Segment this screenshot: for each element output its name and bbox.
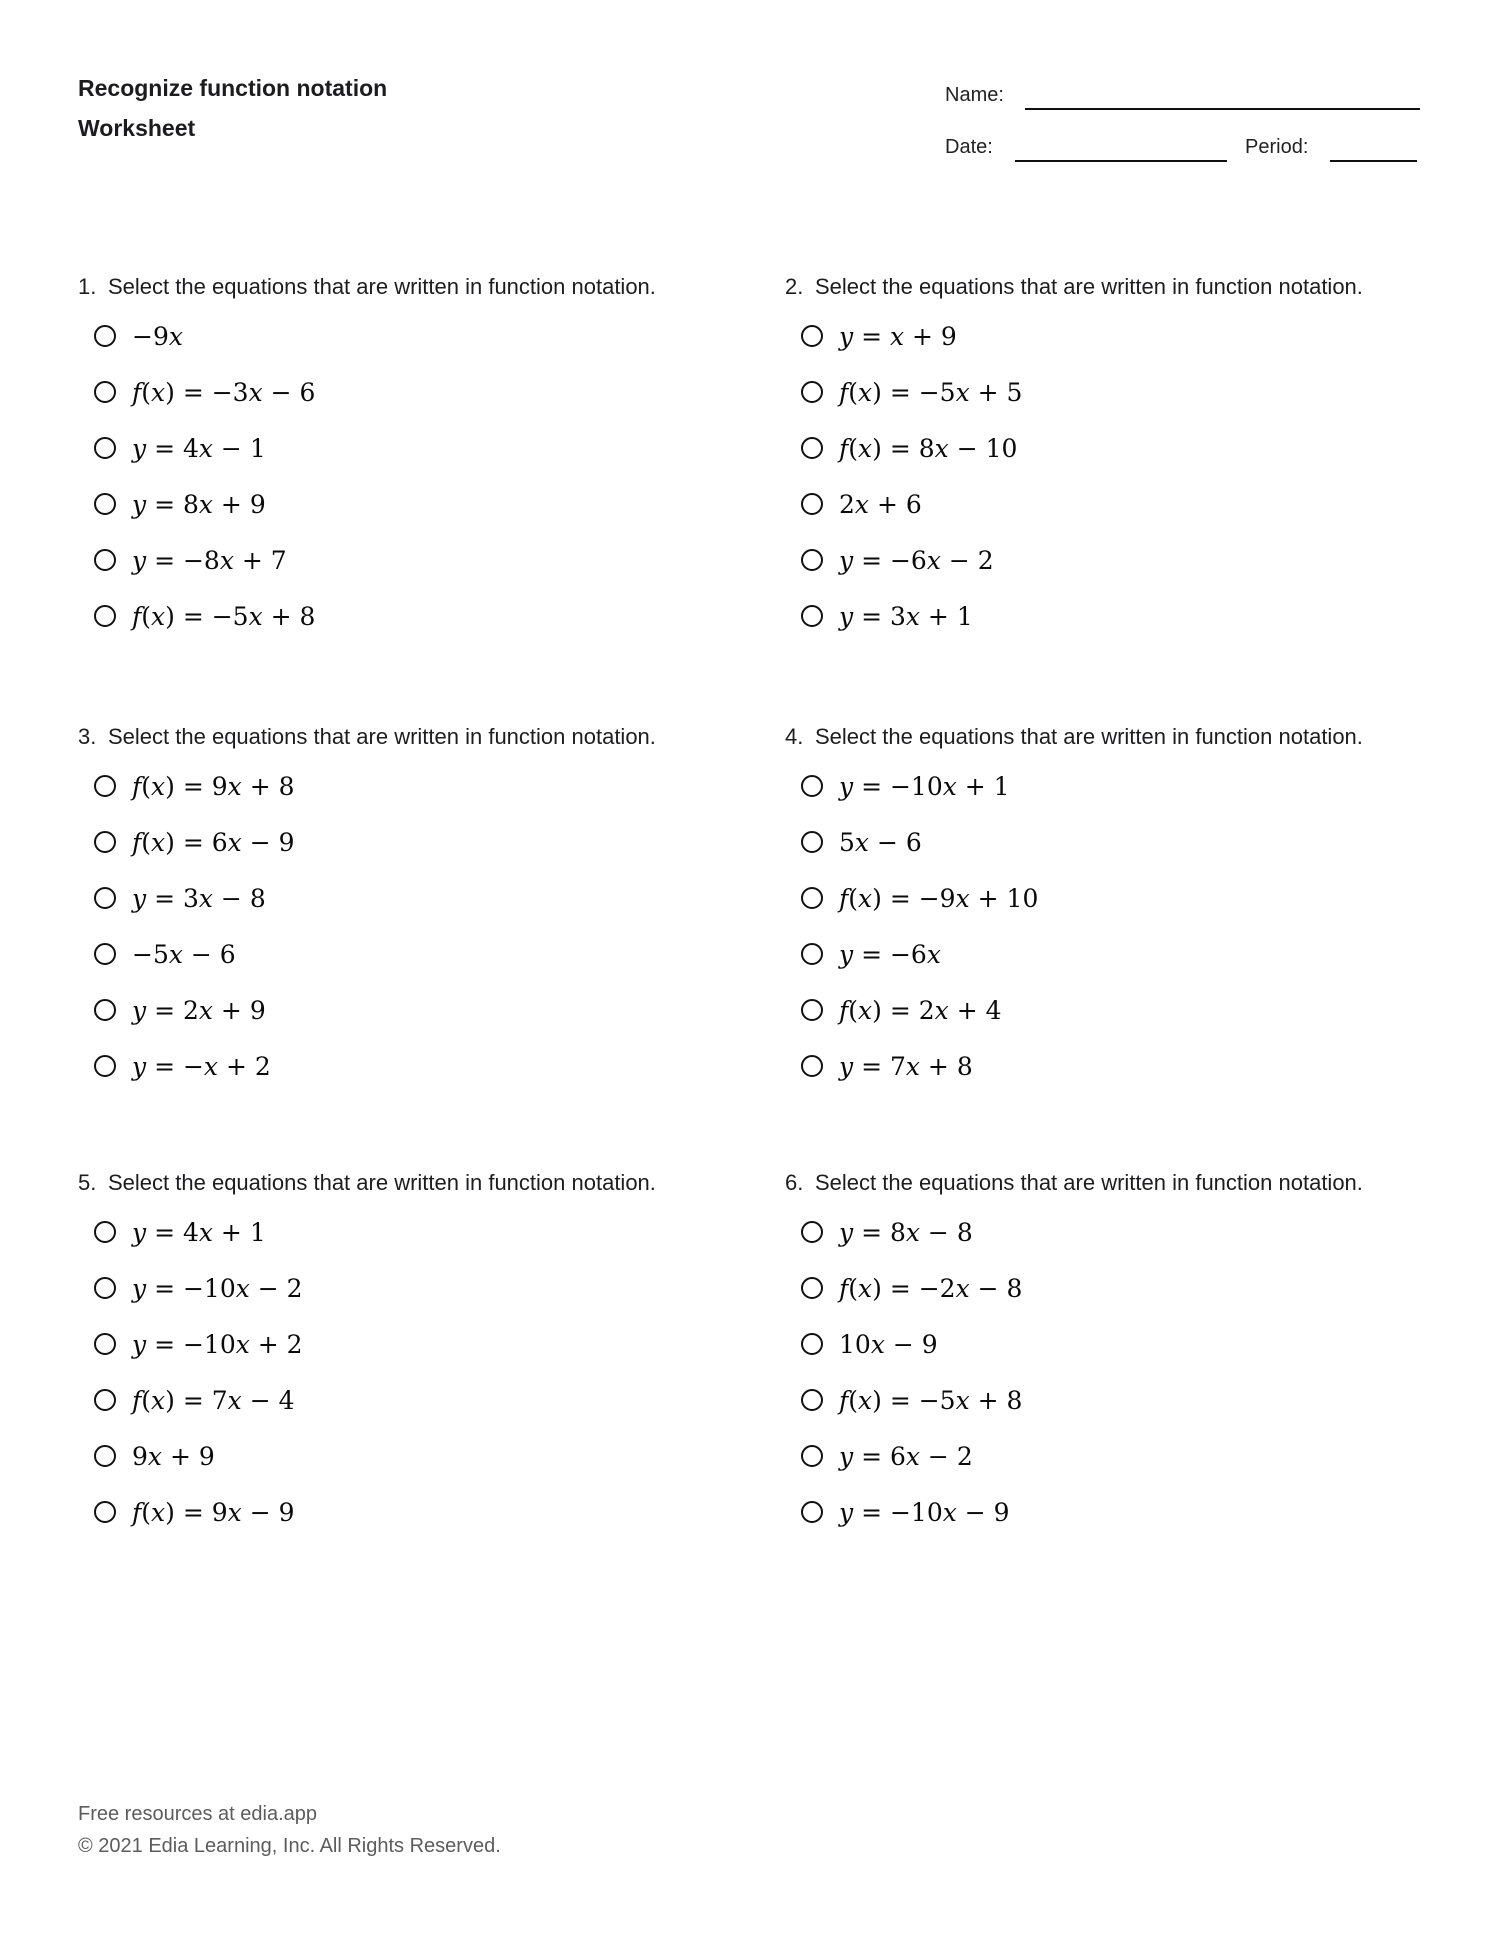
period-blank-line bbox=[1330, 160, 1417, 162]
worksheet-title bbox=[78, 68, 387, 148]
option-equation: f(x) = −5x + 8 bbox=[132, 601, 316, 631]
option-equation: y = −8x + 7 bbox=[132, 545, 287, 575]
option-row[interactable] bbox=[78, 1316, 718, 1372]
option-row[interactable] bbox=[785, 364, 1425, 420]
radio-button-icon[interactable] bbox=[94, 437, 116, 459]
question-prompt-text: Select the equations that are written in function notation. bbox=[108, 724, 656, 749]
option-equation: 9x + 9 bbox=[132, 1441, 215, 1471]
option-equation: f(x) = −5x + 5 bbox=[839, 377, 1023, 407]
question-number: 3. bbox=[78, 724, 97, 749]
radio-button-icon[interactable] bbox=[801, 943, 823, 965]
option-row[interactable] bbox=[785, 1260, 1425, 1316]
radio-button-icon[interactable] bbox=[801, 493, 823, 515]
option-row[interactable] bbox=[78, 1484, 718, 1540]
question-number: 4. bbox=[785, 724, 804, 749]
radio-button-icon[interactable] bbox=[94, 381, 116, 403]
radio-button-icon[interactable] bbox=[801, 325, 823, 347]
worksheet-title-line1: Recognize function notation bbox=[78, 75, 388, 101]
radio-button-icon[interactable] bbox=[801, 1277, 823, 1299]
option-row[interactable] bbox=[785, 1204, 1425, 1260]
question-number: 2. bbox=[785, 274, 804, 299]
option-equation: y = 8x − 8 bbox=[839, 1217, 973, 1247]
date-blank-line bbox=[1015, 160, 1227, 162]
option-row[interactable] bbox=[78, 476, 718, 532]
option-equation: 10x − 9 bbox=[839, 1329, 938, 1359]
option-equation: y = −10x − 9 bbox=[839, 1497, 1010, 1527]
option-equation: 2x + 6 bbox=[839, 489, 922, 519]
option-equation: f(x) = 9x − 9 bbox=[132, 1497, 295, 1527]
option-equation: −5x − 6 bbox=[132, 939, 236, 969]
radio-button-icon[interactable] bbox=[94, 1221, 116, 1243]
option-row[interactable] bbox=[78, 1204, 718, 1260]
option-row[interactable] bbox=[78, 588, 718, 644]
radio-button-icon[interactable] bbox=[94, 1333, 116, 1355]
radio-button-icon[interactable] bbox=[801, 887, 823, 909]
date-label: Date: bbox=[945, 136, 993, 158]
page-footer bbox=[78, 1798, 501, 1862]
option-row[interactable] bbox=[78, 758, 718, 814]
option-equation: f(x) = 7x − 4 bbox=[132, 1385, 295, 1415]
radio-button-icon[interactable] bbox=[801, 831, 823, 853]
footer-copyright-text: © 2021 Edia Learning, Inc. All Rights Reserved. bbox=[78, 1835, 501, 1857]
option-equation: y = 2x + 9 bbox=[132, 995, 266, 1025]
question-4-prompt bbox=[785, 716, 1425, 758]
option-row[interactable] bbox=[785, 588, 1425, 644]
question-1 bbox=[78, 266, 718, 644]
radio-button-icon[interactable] bbox=[94, 1501, 116, 1523]
option-equation: y = x + 9 bbox=[839, 321, 957, 351]
option-row[interactable] bbox=[785, 420, 1425, 476]
option-row[interactable] bbox=[78, 420, 718, 476]
option-equation: 5x − 6 bbox=[839, 827, 922, 857]
option-row[interactable] bbox=[78, 1260, 718, 1316]
radio-button-icon[interactable] bbox=[94, 325, 116, 347]
option-row[interactable] bbox=[78, 814, 718, 870]
radio-button-icon[interactable] bbox=[801, 549, 823, 571]
option-equation: f(x) = −2x − 8 bbox=[839, 1273, 1023, 1303]
question-prompt-text: Select the equations that are written in function notation. bbox=[108, 274, 656, 299]
question-number: 6. bbox=[785, 1170, 804, 1195]
option-equation: f(x) = −5x + 8 bbox=[839, 1385, 1023, 1415]
question-prompt-text: Select the equations that are written in function notation. bbox=[815, 1170, 1363, 1195]
question-2-prompt bbox=[785, 266, 1425, 308]
question-prompt-text: Select the equations that are written in function notation. bbox=[815, 274, 1363, 299]
option-row[interactable] bbox=[785, 476, 1425, 532]
question-5 bbox=[78, 1162, 718, 1540]
option-equation: y = 4x + 1 bbox=[132, 1217, 266, 1247]
option-row[interactable] bbox=[78, 308, 718, 364]
option-equation: y = 4x − 1 bbox=[132, 433, 266, 463]
radio-button-icon[interactable] bbox=[94, 493, 116, 515]
question-3-prompt bbox=[78, 716, 718, 758]
option-equation: f(x) = 2x + 4 bbox=[839, 995, 1002, 1025]
radio-button-icon[interactable] bbox=[94, 549, 116, 571]
name-label: Name: bbox=[945, 84, 1004, 106]
option-row[interactable] bbox=[785, 814, 1425, 870]
radio-button-icon[interactable] bbox=[94, 1277, 116, 1299]
option-equation: y = −10x + 2 bbox=[132, 1329, 303, 1359]
question-5-prompt bbox=[78, 1162, 718, 1204]
question-6 bbox=[785, 1162, 1425, 1540]
option-equation: y = 8x + 9 bbox=[132, 489, 266, 519]
question-number: 1. bbox=[78, 274, 97, 299]
name-blank-line bbox=[1025, 108, 1420, 110]
option-row[interactable] bbox=[78, 532, 718, 588]
option-equation: f(x) = 6x − 9 bbox=[132, 827, 295, 857]
question-3 bbox=[78, 716, 718, 1094]
option-equation: f(x) = 9x + 8 bbox=[132, 771, 295, 801]
radio-button-icon[interactable] bbox=[801, 1221, 823, 1243]
option-equation: y = −x + 2 bbox=[132, 1051, 271, 1081]
option-row[interactable] bbox=[785, 1038, 1425, 1094]
option-row[interactable] bbox=[78, 926, 718, 982]
period-label: Period: bbox=[1245, 136, 1309, 158]
radio-button-icon[interactable] bbox=[94, 943, 116, 965]
radio-button-icon[interactable] bbox=[94, 999, 116, 1021]
option-row[interactable] bbox=[78, 1038, 718, 1094]
radio-button-icon[interactable] bbox=[94, 1389, 116, 1411]
footer-resources-text: Free resources at edia.app bbox=[78, 1803, 318, 1825]
question-4-options bbox=[785, 758, 1425, 1094]
option-row[interactable] bbox=[785, 1316, 1425, 1372]
radio-button-icon[interactable] bbox=[801, 1055, 823, 1077]
option-row[interactable] bbox=[785, 1372, 1425, 1428]
question-number: 5. bbox=[78, 1170, 97, 1195]
option-row[interactable] bbox=[78, 1372, 718, 1428]
radio-button-icon[interactable] bbox=[801, 999, 823, 1021]
option-row[interactable] bbox=[785, 532, 1425, 588]
radio-button-icon[interactable] bbox=[94, 887, 116, 909]
question-prompt-text: Select the equations that are written in function notation. bbox=[815, 724, 1363, 749]
worksheet-title-line2: Worksheet bbox=[78, 115, 196, 141]
radio-button-icon[interactable] bbox=[801, 381, 823, 403]
question-2 bbox=[785, 266, 1425, 644]
option-row[interactable] bbox=[78, 982, 718, 1038]
radio-button-icon[interactable] bbox=[801, 1389, 823, 1411]
option-row[interactable] bbox=[78, 870, 718, 926]
option-equation: y = 7x + 8 bbox=[839, 1051, 973, 1081]
question-1-prompt bbox=[78, 266, 718, 308]
option-equation: y = −6x bbox=[839, 939, 941, 969]
question-2-options bbox=[785, 308, 1425, 644]
option-row[interactable] bbox=[785, 308, 1425, 364]
option-row[interactable] bbox=[78, 1428, 718, 1484]
radio-button-icon[interactable] bbox=[801, 605, 823, 627]
option-equation: f(x) = −3x − 6 bbox=[132, 377, 316, 407]
option-equation: −9x bbox=[132, 321, 183, 351]
radio-button-icon[interactable] bbox=[801, 1333, 823, 1355]
option-equation: y = 3x − 8 bbox=[132, 883, 266, 913]
radio-button-icon[interactable] bbox=[801, 775, 823, 797]
option-row[interactable] bbox=[785, 870, 1425, 926]
radio-button-icon[interactable] bbox=[94, 831, 116, 853]
radio-button-icon[interactable] bbox=[94, 1445, 116, 1467]
option-row[interactable] bbox=[785, 926, 1425, 982]
option-equation: y = 3x + 1 bbox=[839, 601, 973, 631]
option-row[interactable] bbox=[785, 982, 1425, 1038]
radio-button-icon[interactable] bbox=[94, 605, 116, 627]
question-prompt-text: Select the equations that are written in function notation. bbox=[108, 1170, 656, 1195]
question-6-options bbox=[785, 1204, 1425, 1540]
question-5-options bbox=[78, 1204, 718, 1540]
option-row[interactable] bbox=[785, 758, 1425, 814]
question-6-prompt bbox=[785, 1162, 1425, 1204]
option-equation: f(x) = −9x + 10 bbox=[839, 883, 1039, 913]
question-1-options bbox=[78, 308, 718, 644]
option-equation: y = −6x − 2 bbox=[839, 545, 994, 575]
radio-button-icon[interactable] bbox=[801, 1445, 823, 1467]
radio-button-icon[interactable] bbox=[801, 437, 823, 459]
option-equation: y = 6x − 2 bbox=[839, 1441, 973, 1471]
radio-button-icon[interactable] bbox=[94, 1055, 116, 1077]
option-equation: y = −10x + 1 bbox=[839, 771, 1010, 801]
radio-button-icon[interactable] bbox=[94, 775, 116, 797]
option-equation: f(x) = 8x − 10 bbox=[839, 433, 1018, 463]
question-3-options bbox=[78, 758, 718, 1094]
question-4 bbox=[785, 716, 1425, 1094]
radio-button-icon[interactable] bbox=[801, 1501, 823, 1523]
option-row[interactable] bbox=[785, 1428, 1425, 1484]
option-row[interactable] bbox=[78, 364, 718, 420]
option-equation: y = −10x − 2 bbox=[132, 1273, 303, 1303]
option-row[interactable] bbox=[785, 1484, 1425, 1540]
